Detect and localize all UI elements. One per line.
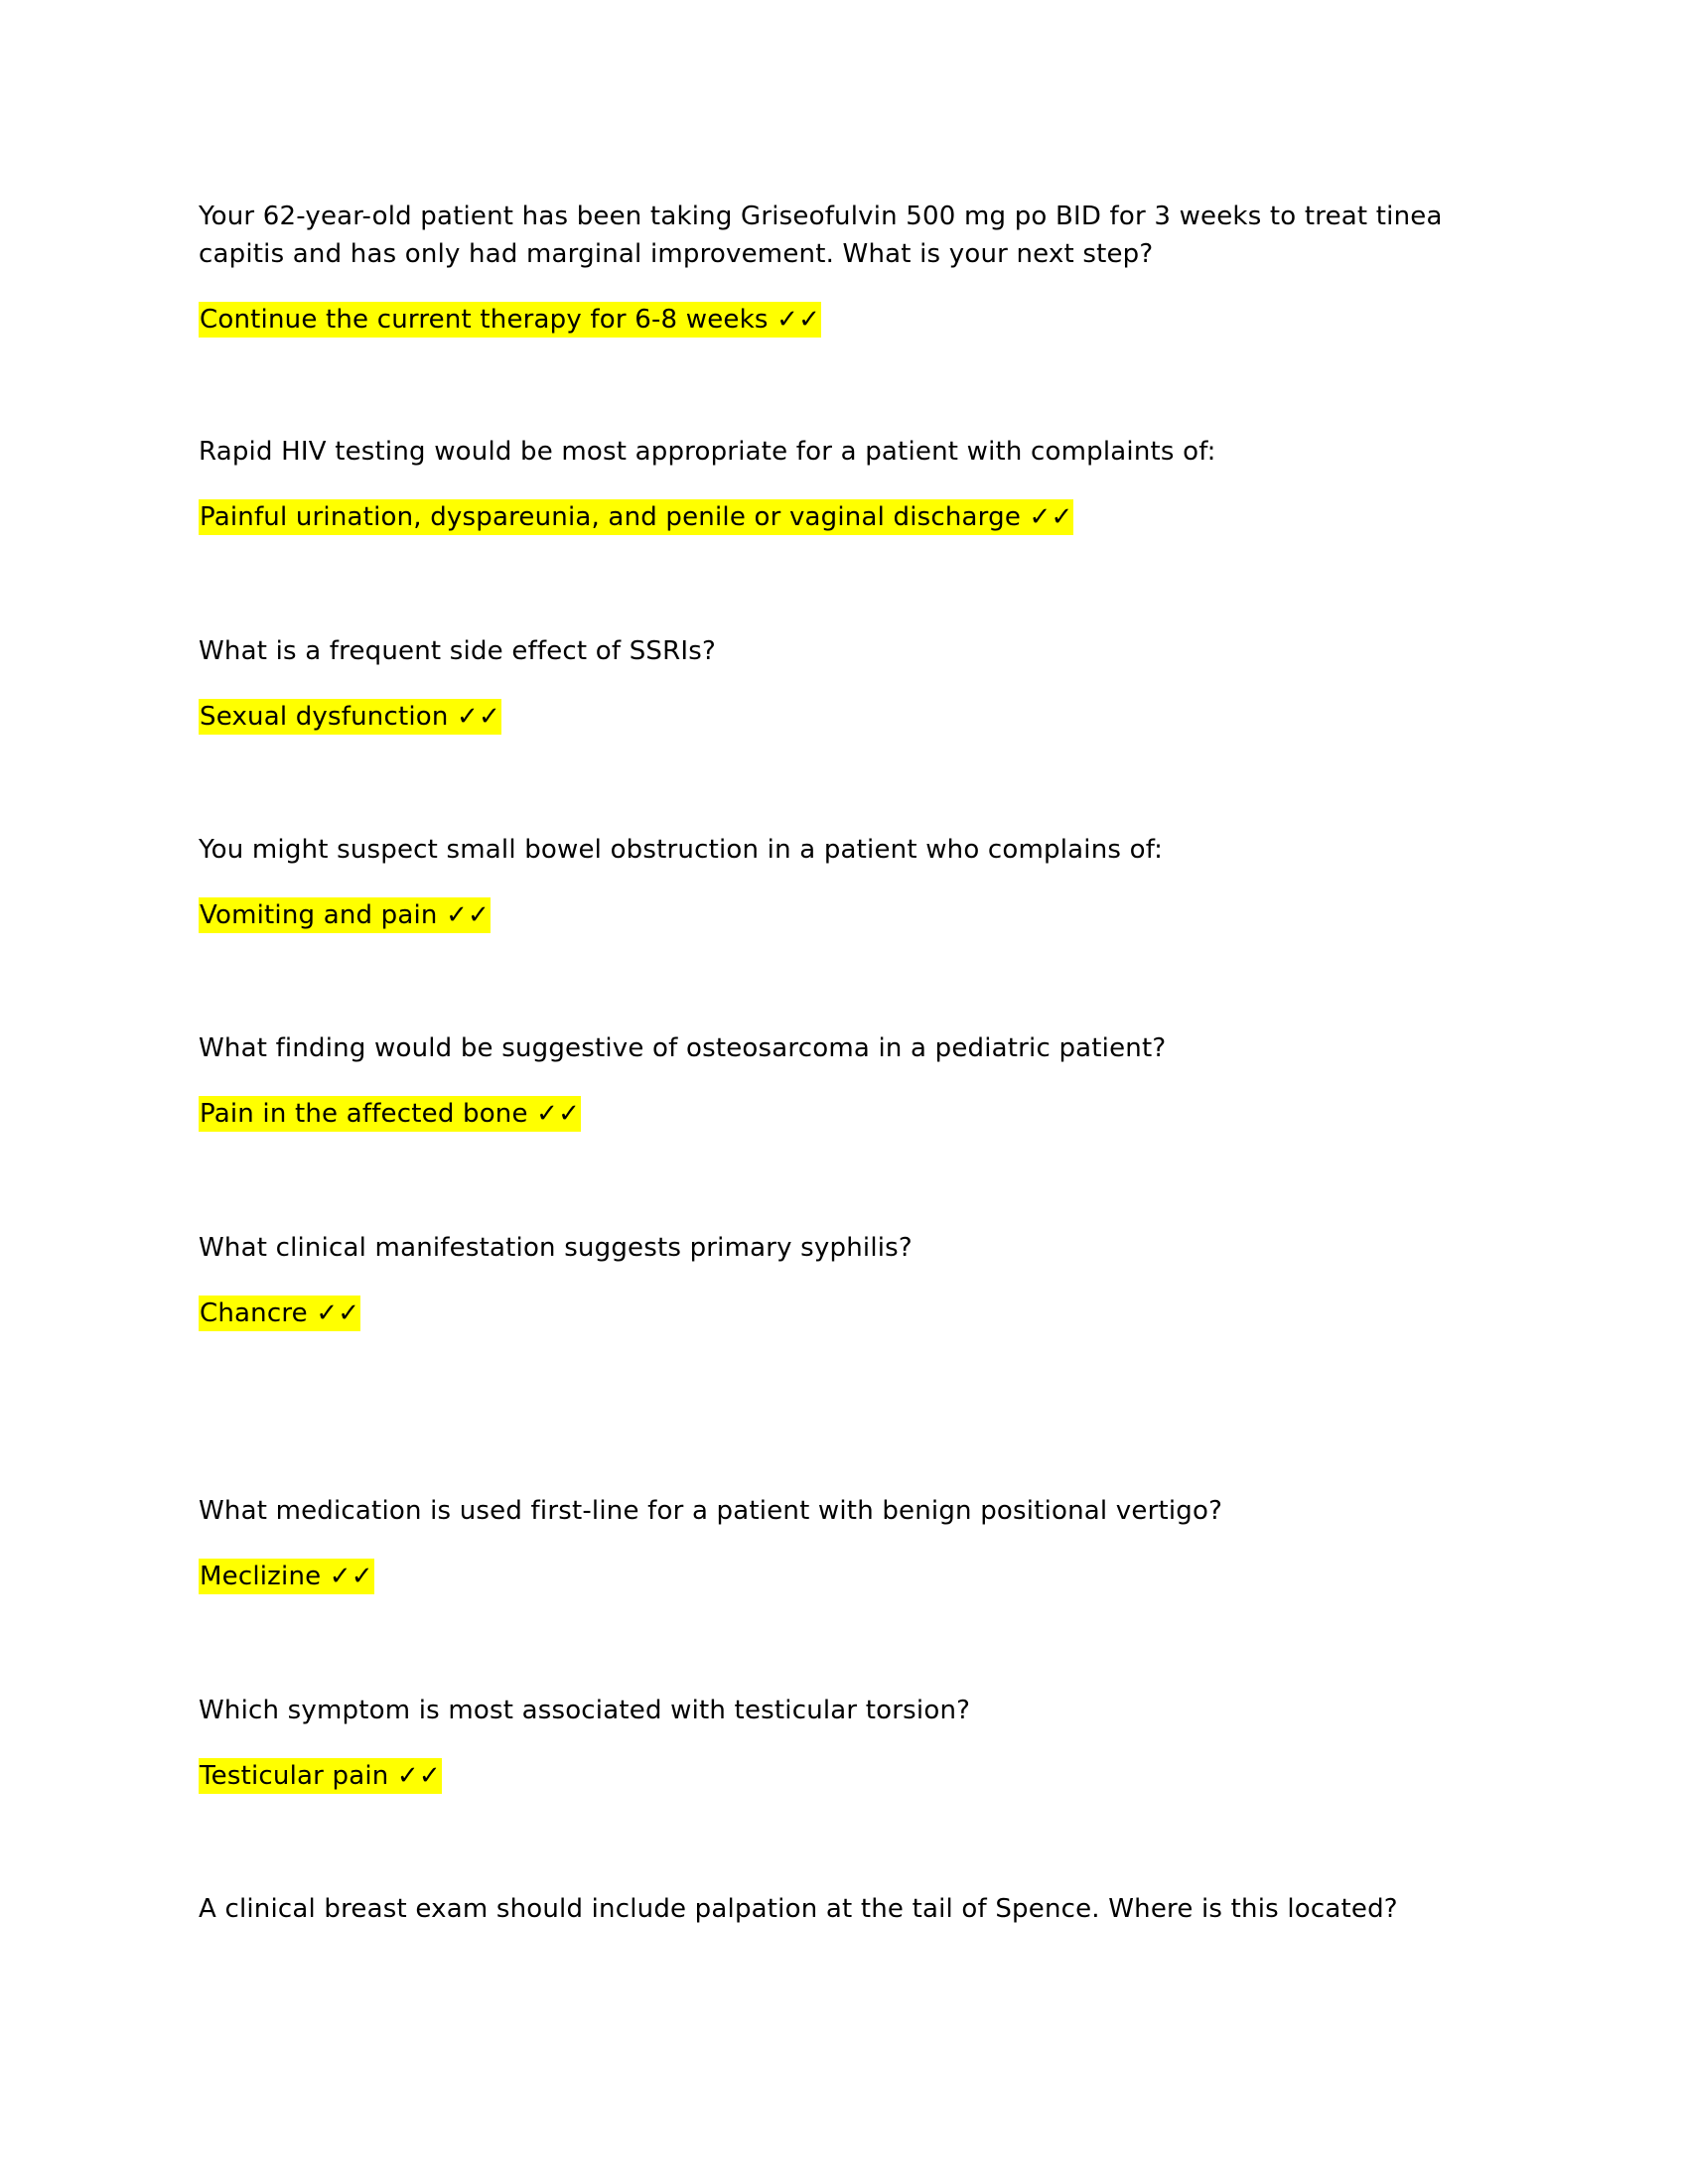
question-text: What clinical manifestation suggests primary syphilis? bbox=[199, 1233, 913, 1263]
highlighted-answer: Meclizine ✓✓ bbox=[199, 1559, 374, 1594]
highlighted-answer: Painful urination, dyspareunia, and penile or vaginal discharge ✓✓ bbox=[199, 499, 1073, 535]
question-text: Your 62-year-old patient has been taking Griseofulvin 500 mg po BID for 3 weeks to treat tinea capitis and has only had marginal improvement. What is your next step? bbox=[199, 202, 1443, 269]
highlighted-answer: Pain in the affected bone ✓✓ bbox=[199, 1096, 581, 1132]
highlighted-answer: Sexual dysfunction ✓✓ bbox=[199, 699, 501, 735]
qa-item bbox=[199, 1890, 1489, 1928]
question-text: What finding would be suggestive of osteosarcoma in a pediatric patient? bbox=[199, 1033, 1167, 1063]
question-text: A clinical breast exam should include palpation at the tail of Spence. Where is this located? bbox=[199, 1894, 1398, 1924]
qa-item bbox=[199, 1492, 1489, 1594]
question-text: What medication is used first-line for a patient with benign positional vertigo? bbox=[199, 1496, 1223, 1526]
highlighted-answer: Continue the current therapy for 6-8 weeks ✓✓ bbox=[199, 302, 821, 338]
question-text: Rapid HIV testing would be most appropriate for a patient with complaints of: bbox=[199, 437, 1216, 467]
question-text: Which symptom is most associated with testicular torsion? bbox=[199, 1696, 971, 1725]
qa-item bbox=[199, 1692, 1489, 1794]
qa-item bbox=[199, 1229, 1489, 1331]
qa-item bbox=[199, 1029, 1489, 1132]
qa-item bbox=[199, 198, 1489, 338]
qa-item bbox=[199, 831, 1489, 933]
highlighted-answer: Testicular pain ✓✓ bbox=[199, 1758, 442, 1794]
question-text: You might suspect small bowel obstruction in a patient who complains of: bbox=[199, 835, 1164, 865]
highlighted-answer: Vomiting and pain ✓✓ bbox=[199, 897, 491, 933]
qa-item bbox=[199, 632, 1489, 735]
highlighted-answer: Chancre ✓✓ bbox=[199, 1296, 360, 1331]
qa-item bbox=[199, 433, 1489, 535]
question-text: What is a frequent side effect of SSRIs? bbox=[199, 636, 716, 666]
